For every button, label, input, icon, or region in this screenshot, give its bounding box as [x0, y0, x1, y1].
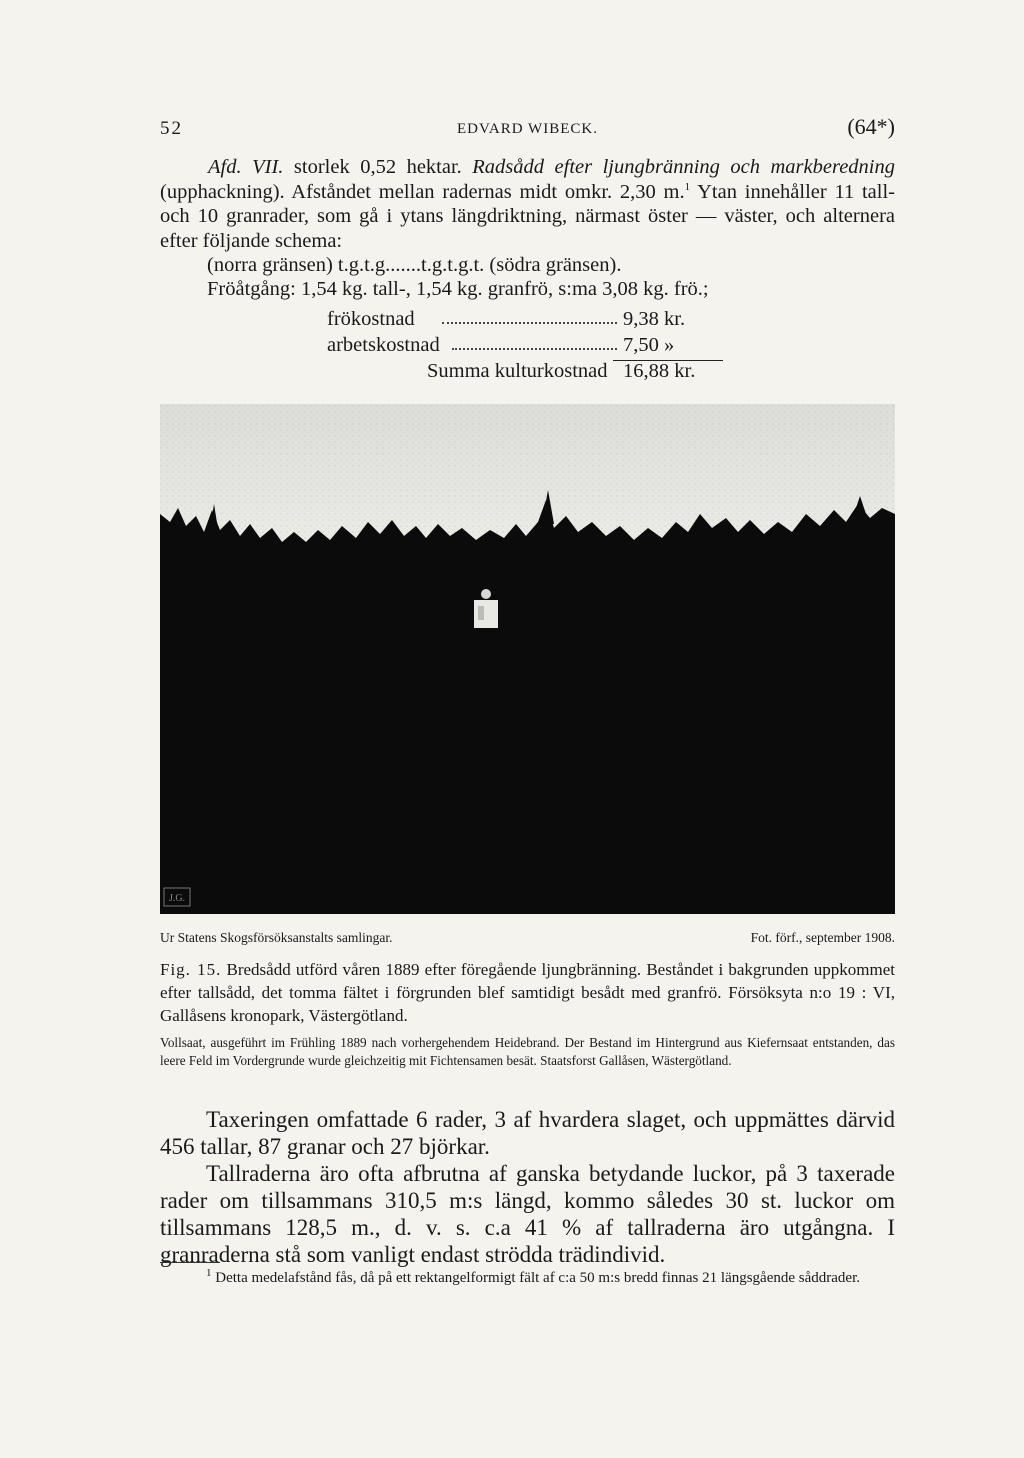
- body-paragraph-1: Taxeringen omfattade 6 rader, 3 af hvardera slaget, och uppmättes därvid 456 tallar, 87 granar och 27 björkar.: [160, 1107, 895, 1159]
- page-reference: (64*): [847, 114, 895, 139]
- cost-row: [327, 334, 727, 360]
- cost-label: frökostnad: [327, 308, 415, 330]
- schema-line: (norra gränsen) t.g.t.g.......t.g.t.g.t. (södra gränsen).: [207, 254, 622, 276]
- photo-credit-source: Ur Statens Skogsförsöksanstalts samlingar.: [160, 930, 393, 945]
- body-paragraph-2: Tallraderna äro ofta afbrutna af ganska betydande luckor, på 3 taxerade rader om tillsammans 310,5 m:s längd, kommo således 30 st. luckor om tillsammans 128,5 m., d. v. s. c.a 41 % af tallraderna äro utgångna. I granraderna stå som vanligt endast strödda trädindivid.: [160, 1161, 895, 1267]
- cost-value: 16,88 kr.: [623, 360, 696, 382]
- cost-row-total: [327, 360, 727, 386]
- seed-line: Fröåtgång: 1,54 kg. tall-, 1,54 kg. granfrö, s:ma 3,08 kg. frö.;: [207, 278, 709, 300]
- cost-label: Summa kulturkostnad: [427, 360, 608, 382]
- section-title: Radsådd efter ljungbränning och markberedning: [472, 156, 895, 178]
- page-number: 52: [160, 118, 183, 139]
- photo-credit-photographer: Fot. förf., september 1908.: [750, 930, 895, 945]
- figure-caption: [160, 958, 895, 1027]
- cost-label: arbetskostnad: [327, 334, 440, 356]
- caption-swedish: Bredsådd utförd våren 1889 efter föregående ljungbränning. Beståndet i bakgrunden uppkommet efter tallsådd, det tomma fältet i förgrunden blef samtidigt besådt med granfrö. Försöksyta n:o 19 : VI, Gallåsens kronopark, Västergötland.: [160, 960, 896, 1025]
- forest-photograph: [160, 404, 895, 914]
- footnote-rule: [160, 1262, 220, 1263]
- cost-row: [327, 308, 727, 334]
- caption-german: Vollsaat, ausgeführt im Frühling 1889 nach vorhergehendem Heidebrand. Der Bestand im Hintergrund aus Kiefernsaat entstanden, das leere Feld im Vordergrunde wurde gleichzeitig mit Fichtensamen besät. Staatsforst Gallåsen, Wästergötland.: [160, 1035, 895, 1068]
- leader-dots: [442, 322, 617, 324]
- footnote-text: Detta medelafstånd fås, då på ett rektangelformigt fält af c:a 50 m:s bredd finnas 21 längsgående såddrader.: [211, 1270, 861, 1286]
- afd-number: VII.: [252, 156, 284, 178]
- running-author: EDVARD WIBECK.: [457, 121, 598, 137]
- section-text-a: storlek 0,52 hektar.: [283, 156, 473, 178]
- section-paragraph: [160, 155, 895, 253]
- footnote-mark: 1: [206, 1267, 212, 1279]
- figure-label: Fig. 15.: [160, 960, 222, 979]
- page-header: [160, 112, 895, 146]
- section-text-c: Ytan innehåller 11 tall- och 10 granrader, som gå i ytans längdriktning, närmast öster — väster, och alternera efter följande schema:: [160, 180, 895, 252]
- leader-dots: [452, 348, 617, 350]
- cost-table: [327, 308, 727, 386]
- cost-value: 9,38 kr.: [623, 308, 686, 330]
- footnote: [160, 1268, 895, 1288]
- section-text-b: (upphackning). Afståndet mellan radernas midt omkr. 2,30 m.: [160, 180, 685, 203]
- cost-value: 7,50 »: [623, 334, 675, 356]
- footnote-ref: 1: [684, 180, 691, 193]
- tree-line: [160, 500, 895, 914]
- afd-label: Afd.: [208, 156, 242, 178]
- photo-monogram: J.G.: [168, 893, 186, 904]
